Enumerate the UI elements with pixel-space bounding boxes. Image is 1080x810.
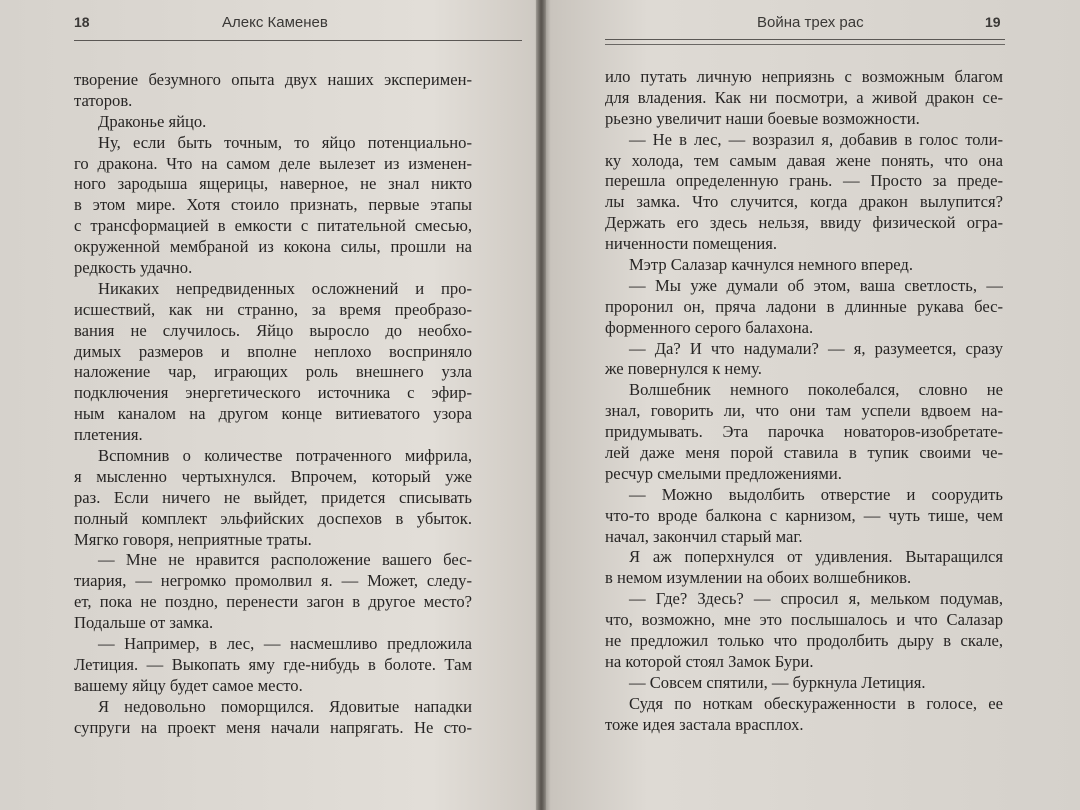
text-line: — Совсем спятили, — буркнула Летиция.	[629, 672, 926, 692]
text-line: Никаких непредвиденных осложнений и про-	[98, 278, 472, 298]
text-line: го дракона. Что на самом деле вылезет из изменен-	[74, 153, 472, 173]
text-line: таторов.	[74, 90, 133, 110]
left-page-number: 18	[74, 14, 90, 30]
text-line: — Не в лес, — возразил я, добавив в голос толи-	[629, 129, 1003, 149]
text-line: редкость удачно.	[74, 258, 193, 278]
text-line: начал, закончил старый маг.	[605, 526, 803, 546]
text-line: — Мне не нравится расположение вашего бес-	[98, 550, 472, 570]
text-line: Держать его здесь нельзя, ввиду физической огра-	[605, 213, 1003, 233]
text-line: перешла определенную грань. — Просто за преде-	[605, 171, 1003, 191]
text-line: я мысленно чертыхнулся. Впрочем, который уже	[74, 466, 472, 486]
text-line: Судя по ноткам обескураженности в голосе, ее	[629, 693, 1003, 713]
text-line: димых размеров и вполне неплохо восприняло	[74, 341, 472, 361]
text-line: форменного серого балахона.	[605, 317, 814, 337]
left-running-head: Алекс Каменев	[222, 14, 328, 31]
text-line: лей даже меня порой ставила в тупик своими че-	[605, 443, 1003, 463]
text-line: плетения.	[74, 425, 143, 445]
text-line: знал, говорить ли, что они там успели вдвоем на-	[605, 401, 1003, 421]
text-line: окруженной мембраной из кокона силы, прошли на	[74, 237, 472, 257]
right-header-rule	[605, 39, 1005, 40]
text-line: Летиция. — Выкопать яму где-нибудь в болоте. Там	[74, 654, 472, 674]
text-line: ет, пока не поздно, перенести загон в другое место?	[74, 592, 472, 612]
text-line: — Мы уже думали об этом, ваша светлость, —	[629, 275, 1003, 295]
text-line: тоже идея застала врасплох.	[605, 714, 804, 734]
text-line: не предложил только что продолбить дыру в скале,	[605, 631, 1003, 651]
text-line: раз. Если ничего не выйдет, придется списывать	[74, 487, 472, 507]
text-line: Мэтр Салазар качнулся немного вперед.	[629, 255, 913, 275]
text-line: ресчур смелыми предложениями.	[605, 463, 842, 483]
text-line: Я аж поперхнулся от удивления. Вытаращился	[629, 547, 1003, 567]
text-line: полный комплект эльфийских доспехов в убыток.	[74, 508, 472, 528]
right-header-rule-second	[605, 44, 1005, 45]
text-line: ниченности помещения.	[605, 234, 777, 254]
text-line: лы замка. Что случится, когда дракон вылупится?	[605, 192, 1003, 212]
text-line: вания не случилось. Яйцо выросло до необхо-	[74, 320, 472, 340]
text-line: же повернулся к нему.	[605, 359, 762, 379]
text-line: ку холода, тем самым давая жене понять, что она	[605, 150, 1003, 170]
text-line: супруги на проект меня начали напрягать. Не сто-	[74, 717, 472, 737]
text-line: — Да? И что надумали? — я, разумеется, сразу	[629, 338, 1003, 358]
text-line: — Где? Здесь? — спросил я, мельком подумав,	[629, 589, 1003, 609]
text-line: что, возможно, мне это послышалось и что Салазар	[605, 610, 1003, 630]
text-line: исшествий, как ни странно, за время преобразо-	[74, 299, 472, 319]
right-page-text	[605, 67, 1003, 736]
text-line: что-то вроде балкона с карнизом, — чуть тише, чем	[605, 505, 1003, 525]
text-line: Подальше от замка.	[74, 613, 214, 633]
text-line: ным каналом на другом конце витиеватого узора	[74, 404, 472, 424]
text-line: рьезно увеличит наши боевые возможности.	[605, 108, 920, 128]
text-line: Ну, если быть точным, то яйцо потенциально-	[98, 132, 472, 152]
text-line: в немом изумлении на обоих волшебников.	[605, 568, 912, 588]
text-line: Вспомнив о количестве потраченного мифрила,	[98, 446, 472, 466]
text-line: в этом мире. Хотя стоило признать, первые этапы	[74, 195, 472, 215]
text-line: для владения. Как ни посмотри, а живой дракон се-	[605, 87, 1003, 107]
text-line: с трансформацией в емкости с питательной смесью,	[74, 216, 472, 236]
text-line: Волшебник немного поколебался, словно не	[629, 380, 1003, 400]
text-line: придумывать. Эта парочка новаторов-изобретате-	[605, 422, 1003, 442]
text-line: Я недовольно поморщился. Ядовитые нападки	[98, 696, 472, 716]
text-line: — Например, в лес, — насмешливо предложила	[98, 634, 472, 654]
left-page	[0, 0, 538, 810]
text-line: проронил он, пряча ладони в длинные рукава бес-	[605, 296, 1003, 316]
text-line: творение безумного опыта двух наших эксперимен-	[74, 70, 472, 89]
text-line: тиария, — негромко промолвил я. — Может, следу-	[74, 571, 472, 591]
right-page-number: 19	[985, 14, 1001, 30]
text-line: Драконье яйцо.	[98, 111, 207, 131]
left-page-text	[74, 70, 472, 739]
text-line: Мягко говоря, неприятные траты.	[74, 529, 312, 549]
text-line: вашему яйцу будет самое место.	[74, 675, 303, 695]
text-line: наложение чар, играющих роль внешнего узла	[74, 362, 472, 382]
text-line: ило путать личную неприязнь с возможным благом	[605, 67, 1003, 86]
text-line: ного зародыша ящерицы, наверное, не знал никто	[74, 174, 472, 194]
text-line: — Можно выдолбить отверстие и соорудить	[629, 484, 1003, 504]
left-header-rule	[74, 40, 522, 41]
text-line: подключения энергетического источника с эфир-	[74, 383, 472, 403]
right-page	[545, 0, 1080, 810]
right-running-head: Война трех рас	[757, 14, 864, 31]
text-line: на которой стоял Замок Бури.	[605, 651, 814, 671]
